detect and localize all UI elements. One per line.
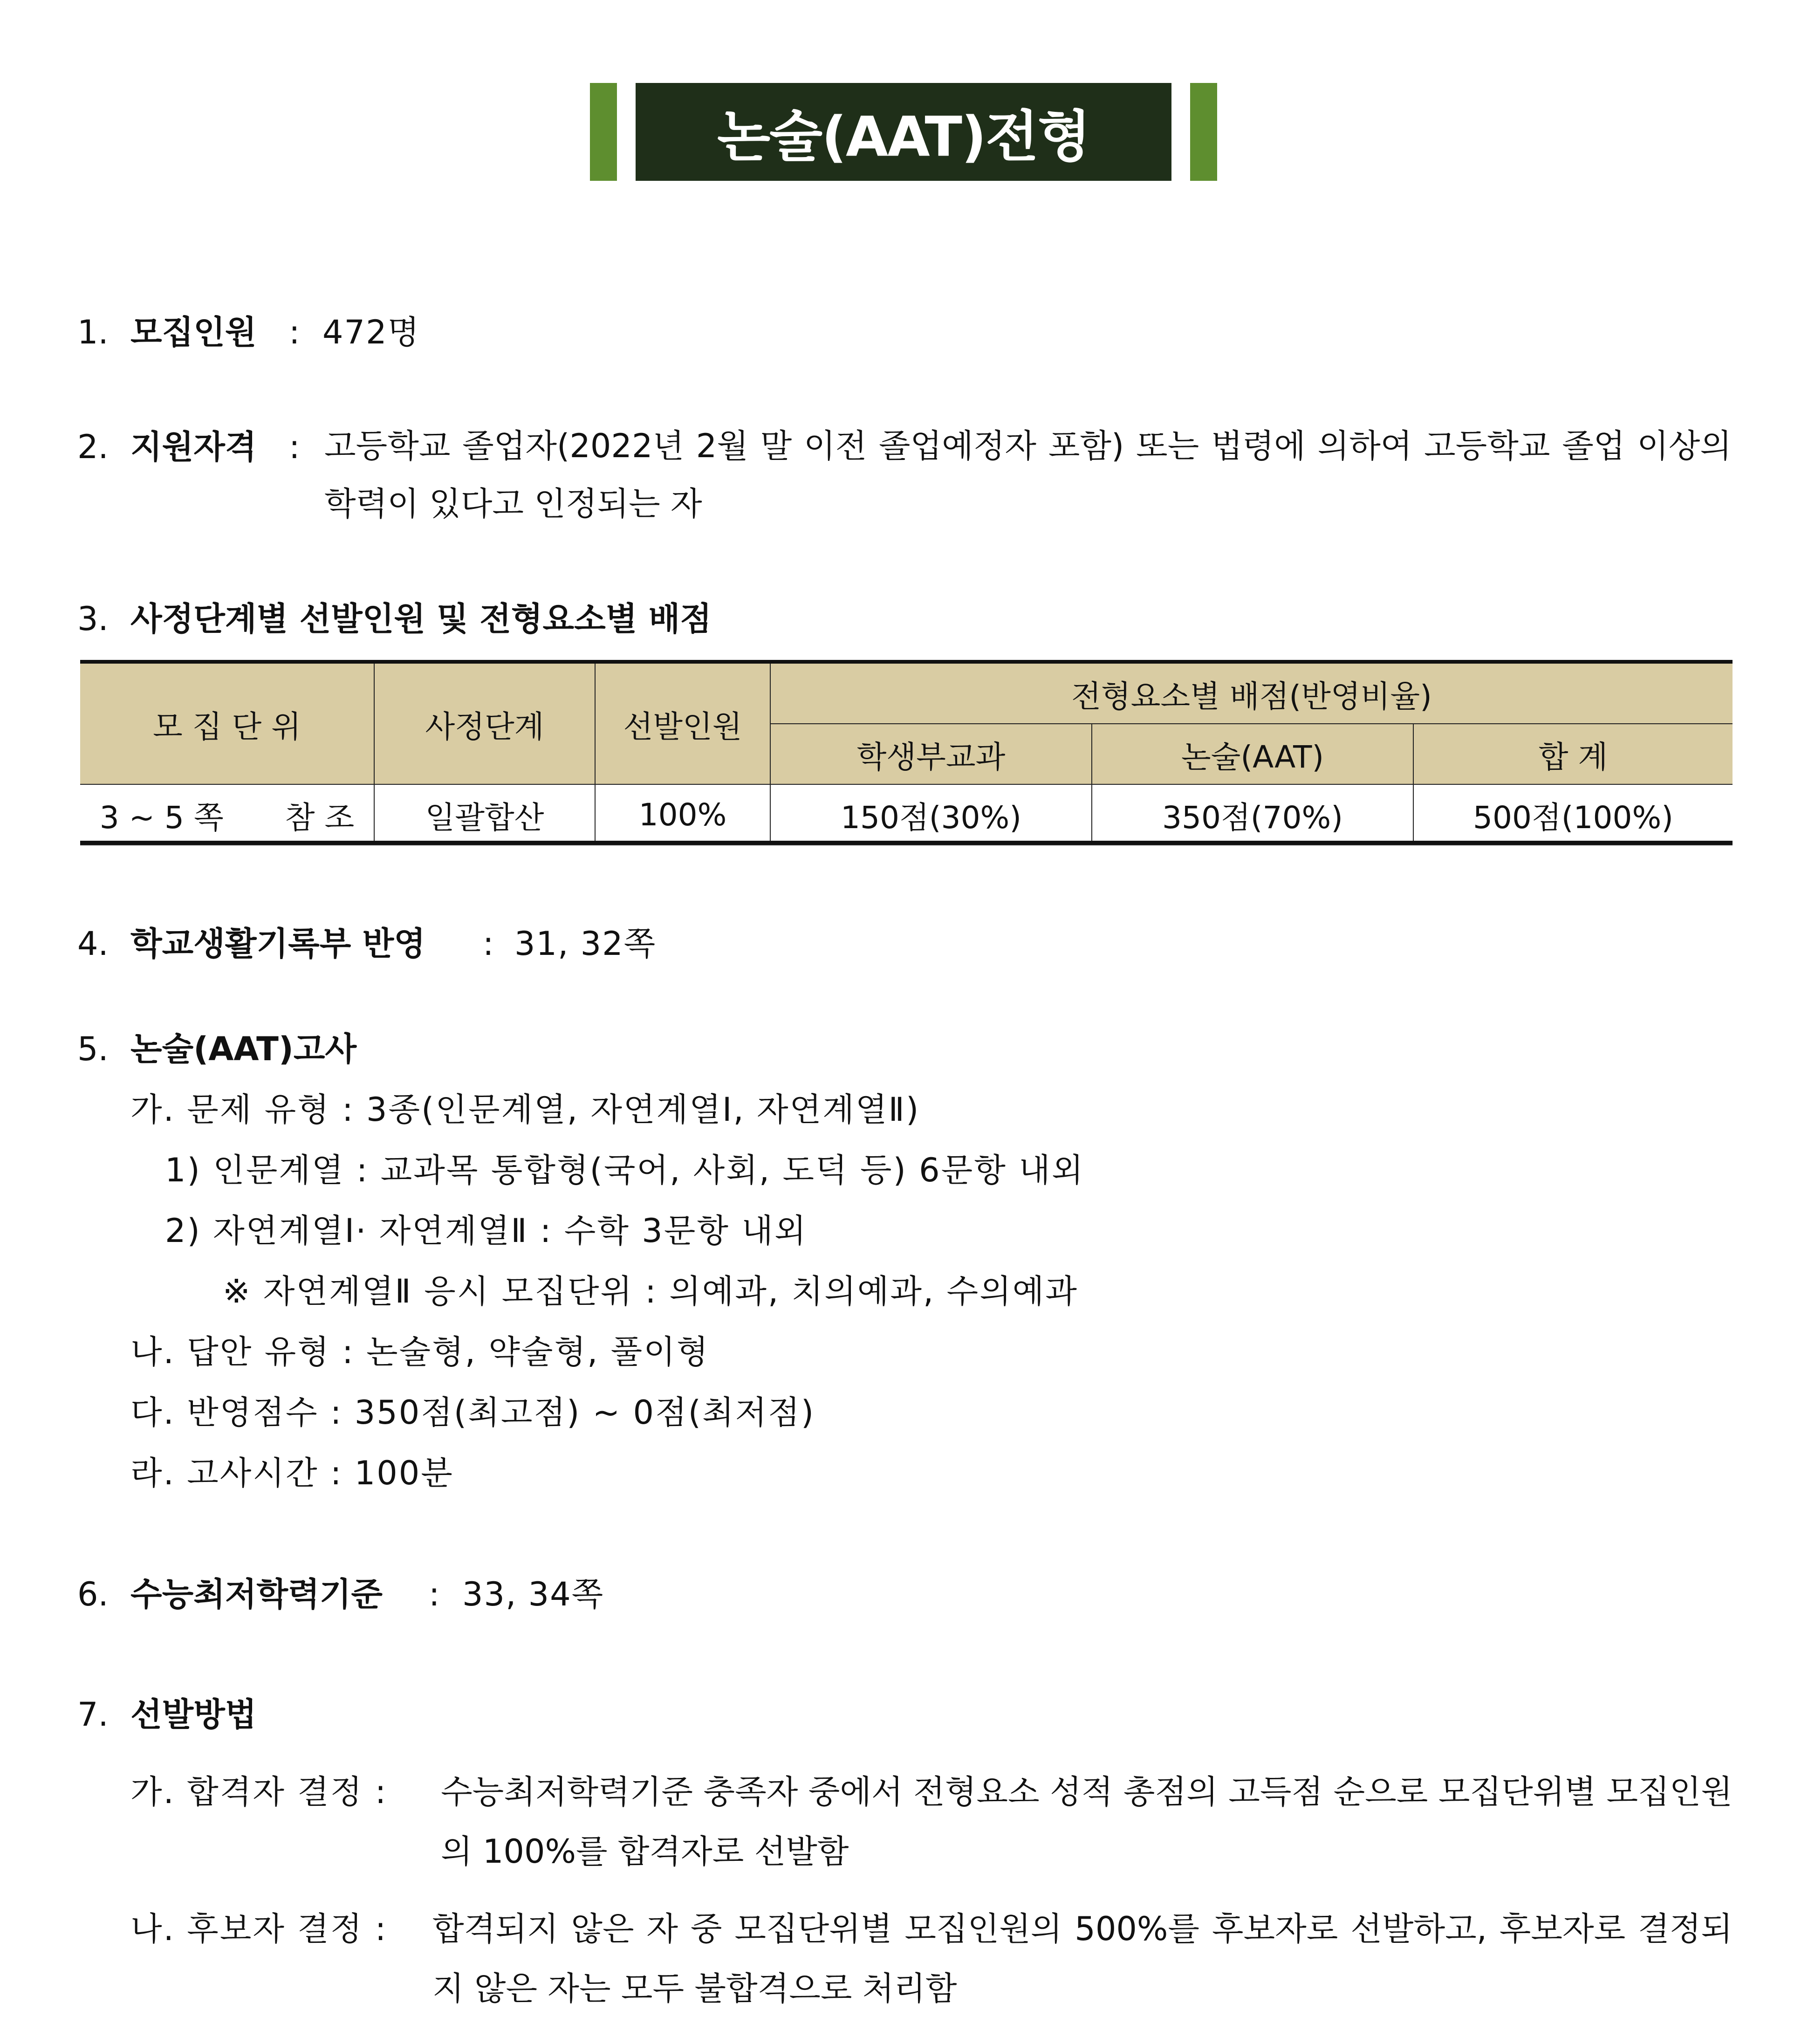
table-bottom-rule <box>80 841 1733 844</box>
section-number: 1. <box>77 313 109 351</box>
cell-total: 500점(100%) <box>1413 784 1733 845</box>
table-top-rule <box>80 660 1733 664</box>
separator: : <box>429 1575 440 1613</box>
separator: : <box>289 428 300 466</box>
selection-label-b: 나. 후보자 결정 : <box>130 1910 388 1948</box>
essay-item-c: 다. 반영점수 : 350점(최고점) ~ 0점(최저점) <box>130 1393 815 1432</box>
section-number: 4. <box>77 925 109 963</box>
cell-selected: 100% <box>595 784 770 845</box>
essay-item-a: 가. 문제 유형 : 3종(인문계열, 자연계열Ⅰ, 자연계열Ⅱ) <box>130 1091 920 1129</box>
title-accent-bar-left <box>590 83 617 181</box>
header-stage: 사정단계 <box>374 663 595 784</box>
cell-stage: 일괄합산 <box>374 784 595 845</box>
section-number: 2. <box>77 428 109 466</box>
score-table <box>80 663 1733 845</box>
essay-item-d: 라. 고사시간 : 100분 <box>130 1454 454 1492</box>
section-heading: 사정단계별 선발인원 및 전형요소별 배점 <box>130 600 712 638</box>
header-unit: 모 집 단 위 <box>80 663 374 784</box>
cell-essay: 350점(70%) <box>1092 784 1413 845</box>
selection-label-a: 가. 합격자 결정 : <box>130 1773 388 1811</box>
section-heading: 모집인원 <box>130 313 257 351</box>
section-heading: 논술(AAT)고사 <box>130 1030 357 1068</box>
separator: : <box>483 925 494 963</box>
title-accent-bar-right <box>1190 83 1217 181</box>
title-banner <box>590 83 1217 181</box>
cell-unit: 3 ~ 5 쪽 참 조 <box>80 784 374 845</box>
section-heading: 지원자격 <box>130 428 257 466</box>
section-value: 472명 <box>322 313 420 351</box>
essay-item-b: 나. 답안 유형 : 논술형, 약술형, 풀이형 <box>130 1333 710 1371</box>
header-total: 합 계 <box>1413 724 1733 784</box>
essay-item-a2: 2) 자연계열Ⅰ· 자연계열Ⅱ : 수학 3문항 내외 <box>165 1212 808 1250</box>
selection-text-b: 합격되지 않은 자 중 모집단위별 모집인원의 500%를 후보자로 선발하고, 후보자로 결정되지 않은 자는 모두 불합격으로 처리함 <box>432 1910 1733 2008</box>
section-value: 33, 34쪽 <box>462 1575 604 1613</box>
header-record: 학생부교과 <box>770 724 1092 784</box>
table-row <box>80 784 1733 845</box>
essay-item-a1: 1) 인문계열 : 교과목 통합형(국어, 사회, 도덕 등) 6문항 내외 <box>165 1151 1085 1189</box>
section-value: 31, 32쪽 <box>514 925 657 963</box>
header-essay: 논술(AAT) <box>1092 724 1413 784</box>
eligibility-text: 고등학교 졸업자(2022년 2월 말 이전 졸업예정자 포함) 또는 법령에 의하여 고등학교 졸업 이상의 학력이 있다고 인정되는 자 <box>324 427 1732 523</box>
separator: : <box>289 313 300 351</box>
cell-record: 150점(30%) <box>770 784 1092 845</box>
section-number: 5. <box>77 1030 109 1068</box>
essay-note: ※ 자연계열Ⅱ 응시 모집단위 : 의예과, 치의예과, 수의예과 <box>223 1272 1078 1310</box>
section-heading: 학교생활기록부 반영 <box>130 925 425 963</box>
section-number: 7. <box>77 1695 109 1734</box>
section-heading: 선발방법 <box>130 1695 257 1734</box>
section-heading: 수능최저학력기준 <box>130 1575 383 1613</box>
section-number: 3. <box>77 600 109 638</box>
selection-text-a: 수능최저학력기준 충족자 중에서 전형요소 성적 총점의 고득점 순으로 모집단위별 모집인원의 100%를 합격자로 선발함 <box>441 1773 1733 1871</box>
section-number: 6. <box>77 1575 109 1613</box>
header-selected: 선발인원 <box>595 663 770 784</box>
page-title: 논술(AAT)전형 <box>636 83 1171 181</box>
header-score-group: 전형요소별 배점(반영비율) <box>770 663 1733 724</box>
